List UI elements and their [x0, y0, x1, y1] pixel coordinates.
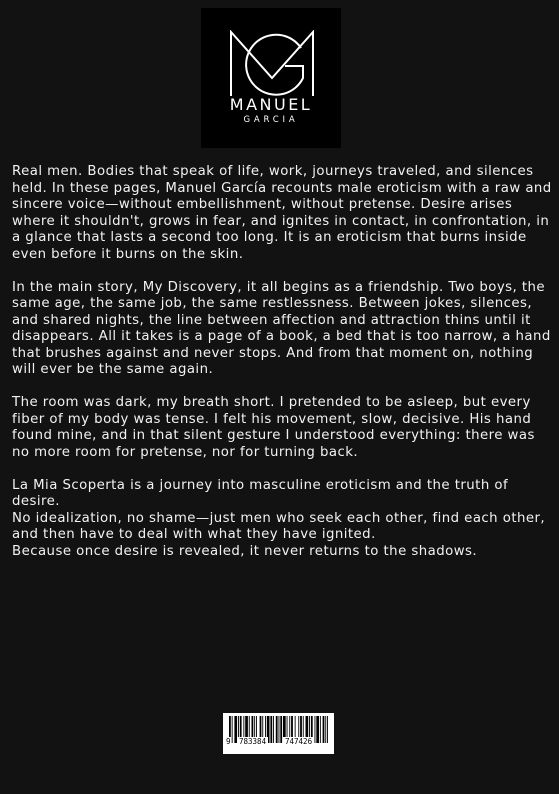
- barcode-lead-digit: 9: [226, 737, 231, 746]
- blurb-paragraph-main-story: In the main story, My Discovery, it all begins as a friendship. Two boys, the same age, the same job, the same restlessness. Between jokes, silences, and shared nights, the line between affection and attraction thins until it disappears. All it takes is a page of a book, a bed that is too narrow, a hand that brushes against and never stops. And from that moment on, nothing will ever be the same again.: [12, 279, 551, 377]
- barcode-right-digits: 747426: [285, 737, 313, 746]
- mg-monogram-icon: [229, 30, 315, 98]
- author-logo: [201, 8, 341, 148]
- back-cover-blurb: [12, 164, 552, 577]
- isbn-barcode: [223, 713, 334, 754]
- blurb-paragraph-intro: Real men. Bodies that speak of life, work, journeys traveled, and silences held. In these pages, Manuel García recounts male eroticism with a raw and sincere voice—without embellishment, without pretense. Desire arises where it shouldn't, grows in fear, and ignites in contact, in confrontation, in a glance that lasts a second too long. It is an eroticism that burns inside even before it burns on the skin.: [12, 164, 552, 262]
- blurb-paragraph-excerpt: The room was dark, my breath short. I pretended to be asleep, but every fiber of my body was tense. I felt his movement, slow, decisive. His hand found mine, and in that silent gesture I understood everything: there was no more room for pretense, nor for turning back.: [12, 395, 535, 460]
- barcode-left-digits: 783384: [239, 737, 267, 746]
- logo-surname: GARCIA: [243, 115, 299, 125]
- logo-first-name: MANUEL: [229, 95, 313, 114]
- blurb-paragraph-closing: La Mia Scoperta is a journey into masculine eroticism and the truth of desire. No idealization, no shame—just men who seek each other, find each other, and then have to deal with what they have ignited. Because once desire is revealed, it never returns to the shadows.: [12, 477, 546, 559]
